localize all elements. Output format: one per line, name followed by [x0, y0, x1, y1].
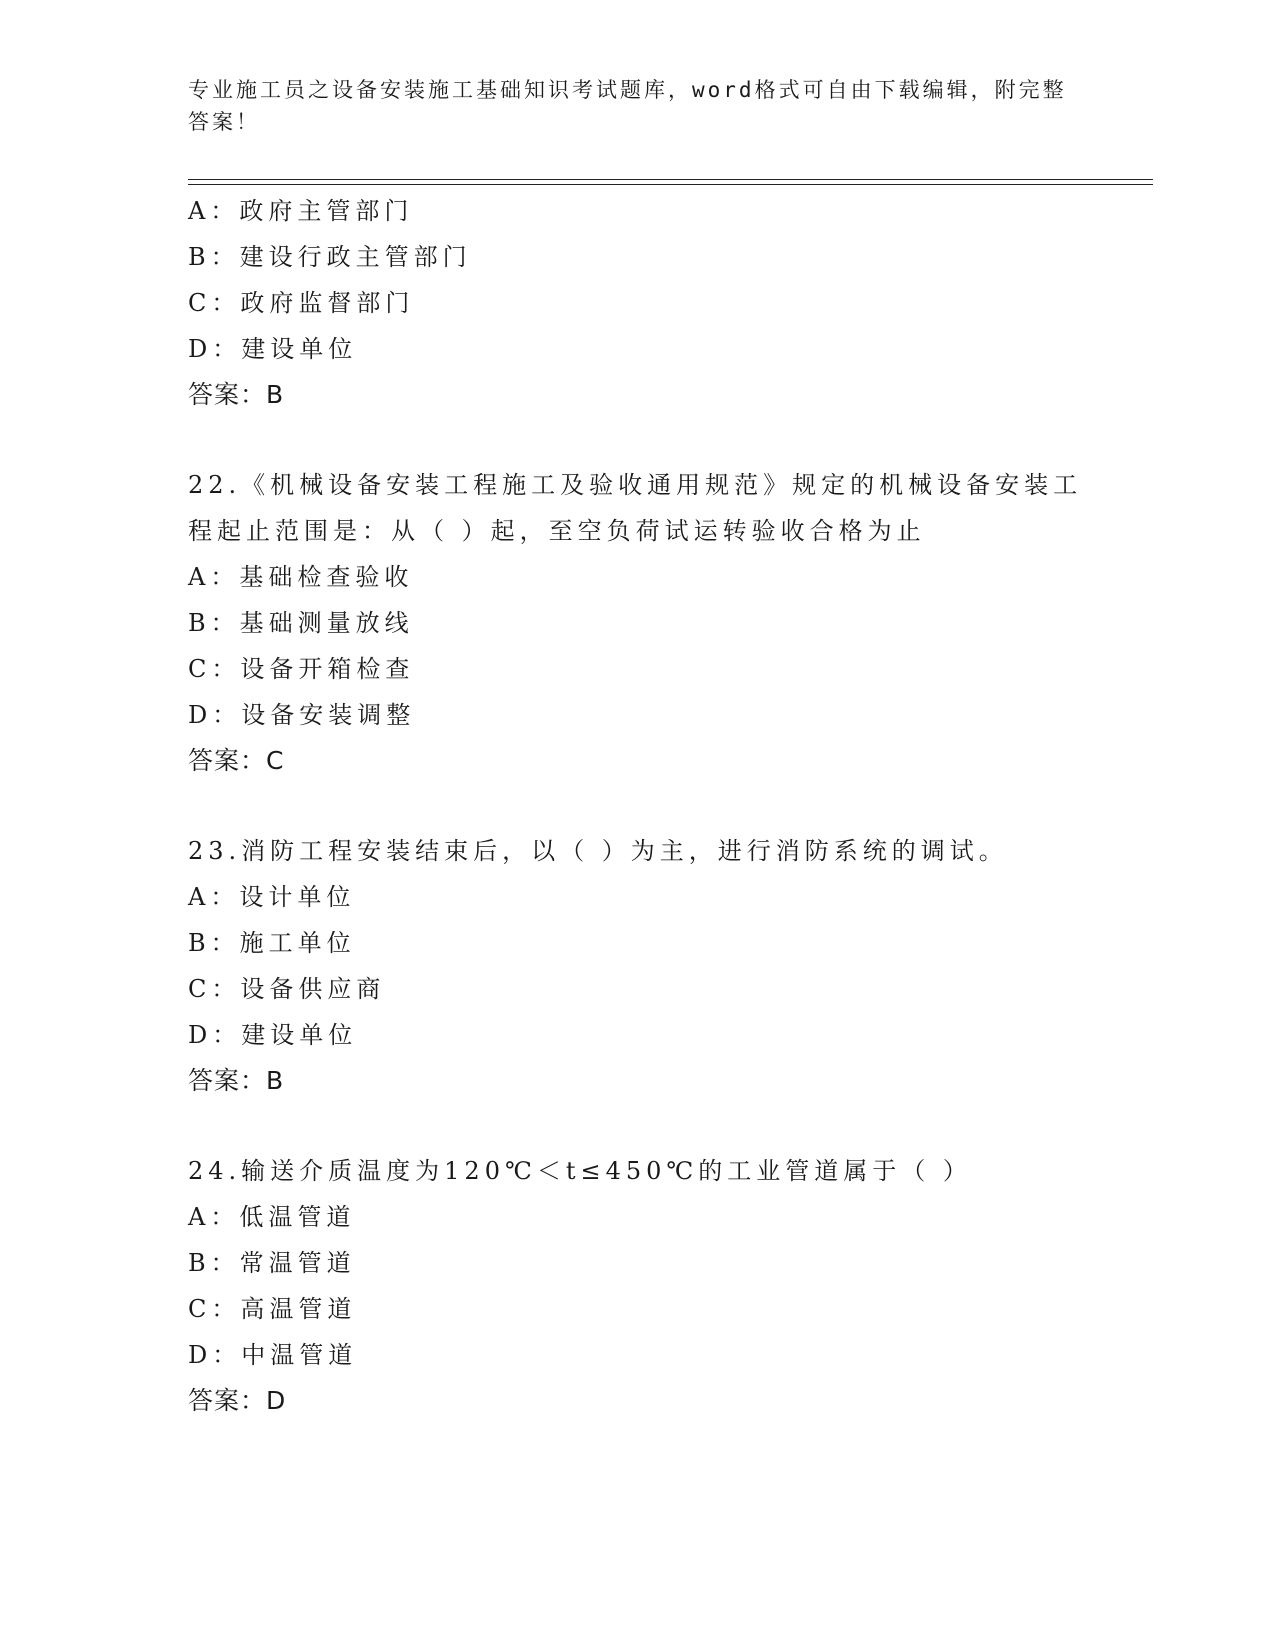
question-22	[188, 462, 1108, 784]
option-a: A：基础检查验收	[188, 563, 414, 591]
question-list	[188, 188, 1108, 1424]
option-b: B：施工单位	[188, 929, 356, 957]
answer-line: 答案：B	[188, 1066, 285, 1095]
header-divider	[188, 179, 1153, 185]
option-a: A：政府主管部门	[188, 197, 414, 225]
question-text: 23.消防工程安装结束后，以（ ）为主，进行消防系统的调试。	[188, 837, 1008, 865]
option-d: D：设备安装调整	[188, 701, 416, 729]
option-c: C：设备开箱检查	[188, 655, 415, 683]
option-a: A：设计单位	[188, 883, 356, 911]
option-c: C：政府监督部门	[188, 289, 415, 317]
question-24	[188, 1148, 1108, 1424]
question-text: 22.《机械设备安装工程施工及验收通用规范》规定的机械设备安装工程起止范围是：从（ ）起，至空负荷试运转验收合格为止	[188, 471, 1083, 545]
option-b: B：基础测量放线	[188, 609, 414, 637]
answer-line: 答案：D	[188, 1386, 287, 1415]
option-b: B：建设行政主管部门	[188, 243, 472, 271]
answer-line: 答案：C	[188, 746, 285, 775]
option-c: C：设备供应商	[188, 975, 386, 1003]
answer-line: 答案：B	[188, 380, 285, 409]
question-text: 24.输送介质温度为120℃＜t≤450℃的工业管道属于（ ）	[188, 1157, 972, 1185]
question-23	[188, 828, 1108, 1104]
document-header: 专业施工员之设备安装施工基础知识考试题库，word格式可自由下载编辑，附完整答案！	[188, 78, 1067, 134]
question-21	[188, 188, 1108, 418]
option-d: D：中温管道	[188, 1341, 358, 1369]
option-d: D：建设单位	[188, 1021, 358, 1049]
option-c: C：高温管道	[188, 1295, 357, 1323]
option-d: D：建设单位	[188, 335, 358, 363]
option-a: A：低温管道	[188, 1203, 356, 1231]
option-b: B：常温管道	[188, 1249, 356, 1277]
